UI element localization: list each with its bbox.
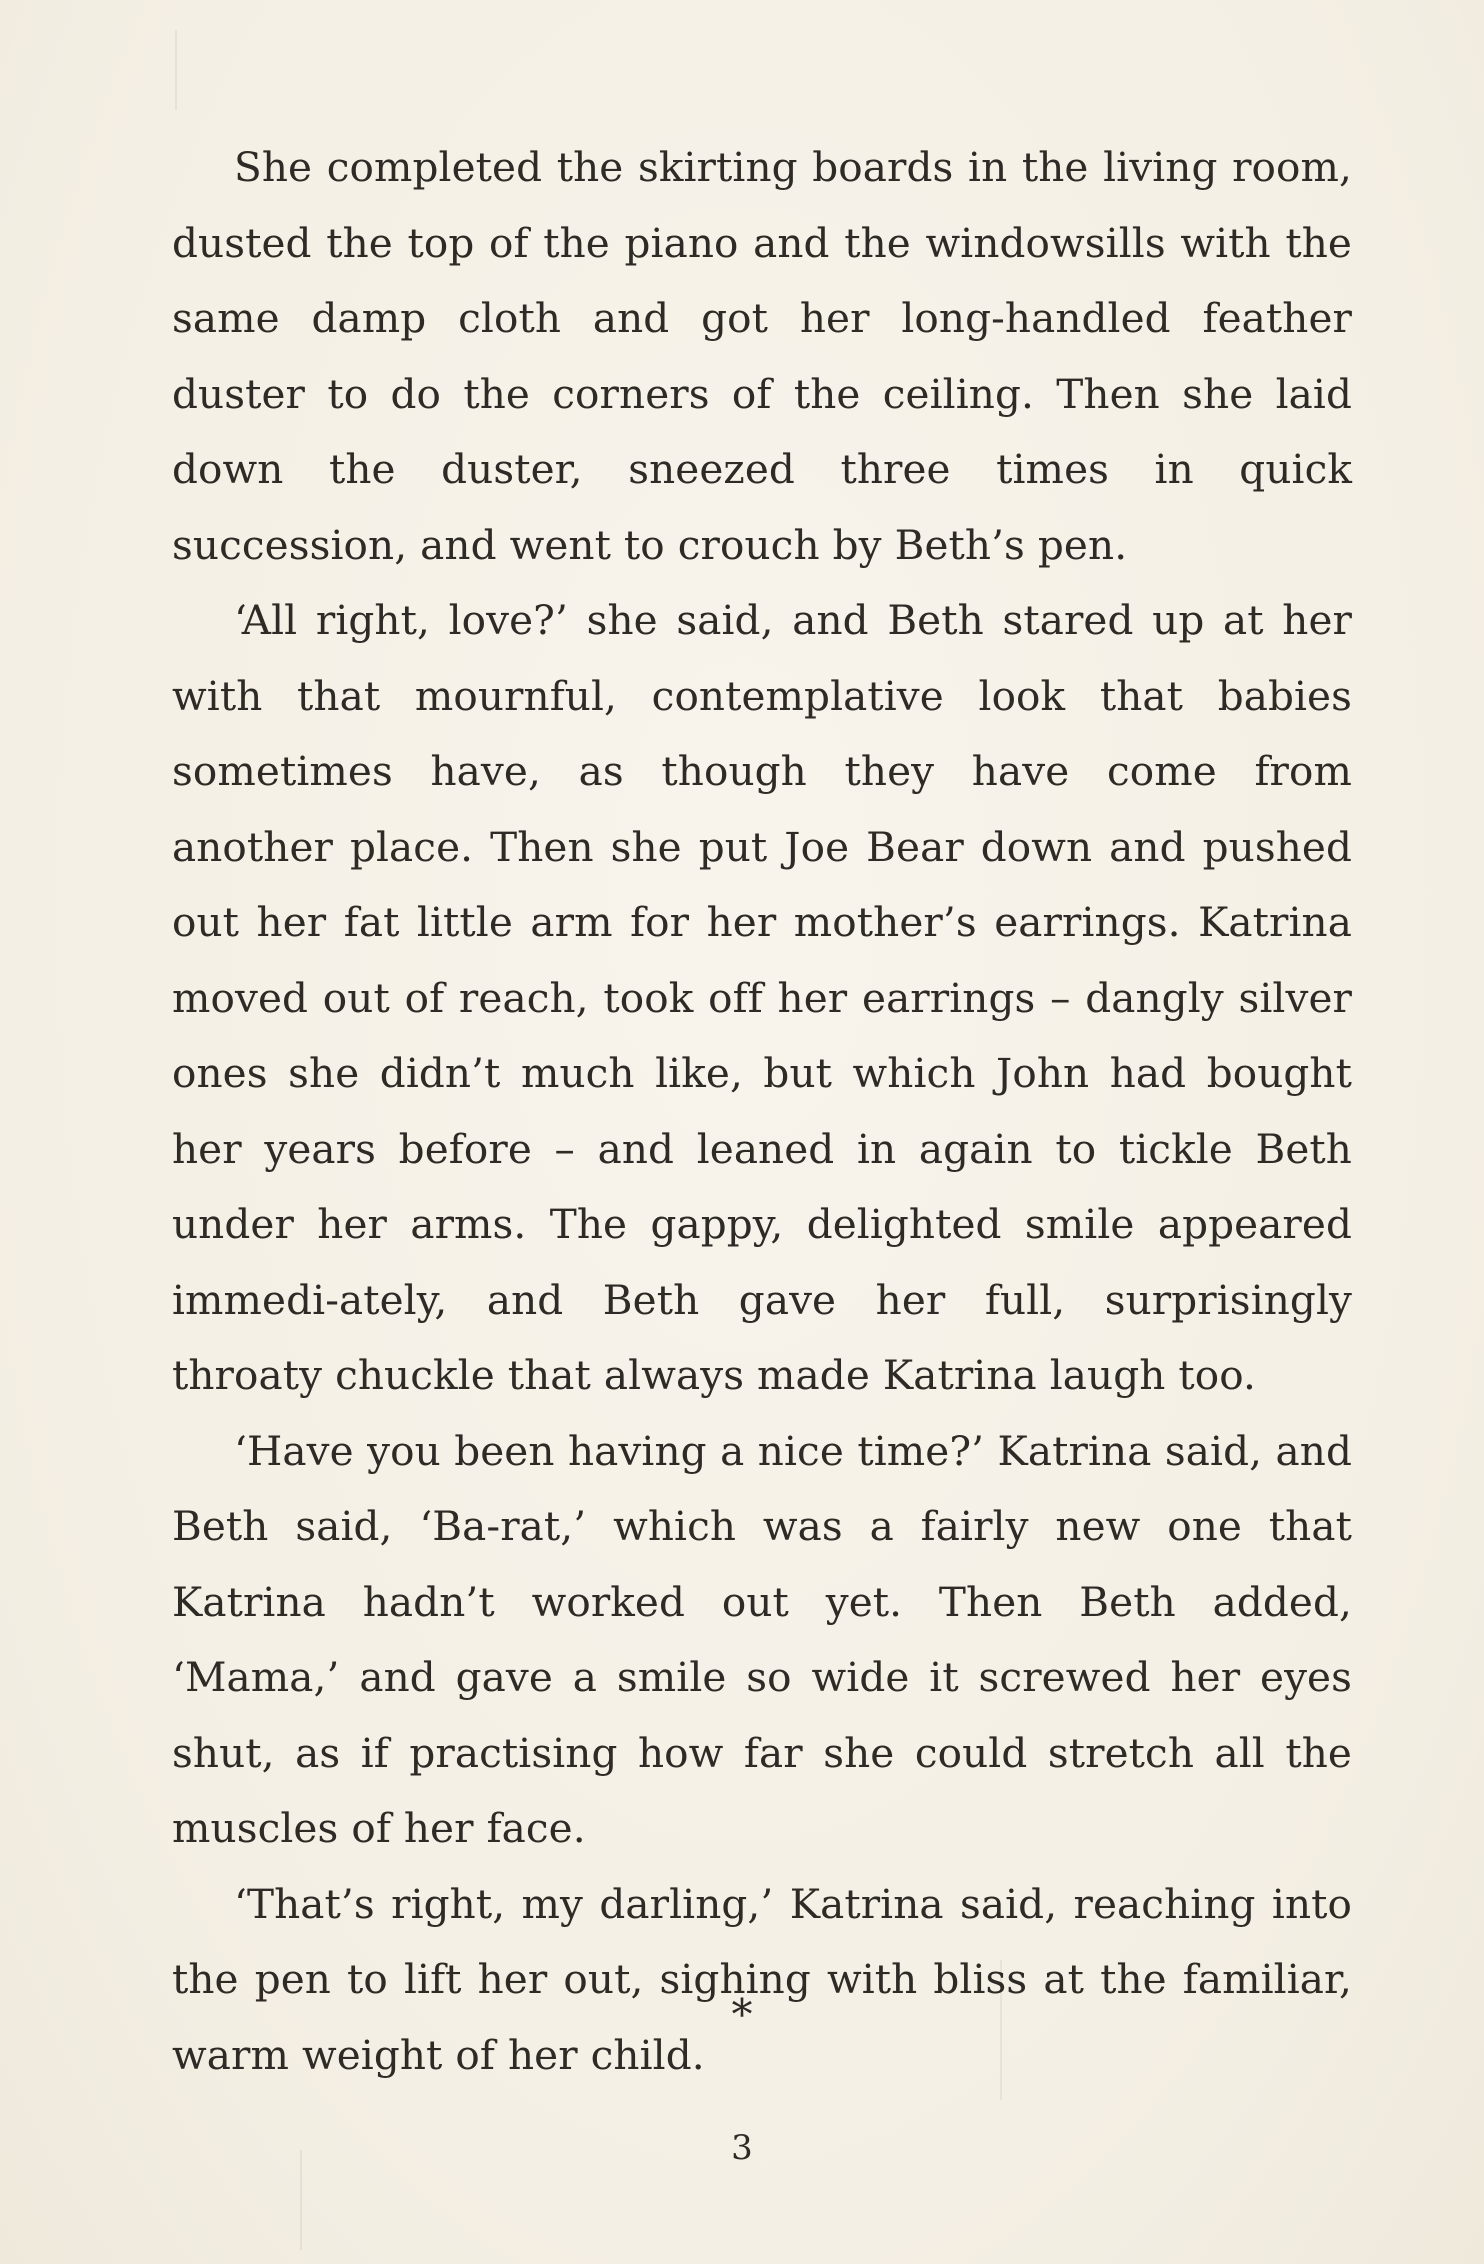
- paragraph: ‘That’s right, my darling,’ Katrina said, reaching into the pen to lift her out, sighing with bliss at the familiar, warm weight of her child.: [172, 1879, 1352, 2079]
- section-break: *: [731, 1990, 753, 2039]
- page-crease: [175, 30, 177, 110]
- body-text: [172, 130, 1352, 2093]
- paragraph: ‘All right, love?’ she said, and Beth stared up at her with that mournful, contemplative look that babies sometimes have, as though they have come from another place. Then she put Joe Bear down and pushed out her fat little arm for her mother’s earrings. Katrina moved out of reach, took off her earrings – dangly silver ones she didn’t much like, but which John had bought her years before – and leaned in again to tickle Beth under her arms. The gappy, delighted smile appeared immedi-ately, and Beth gave her full, surprisingly throaty chuckle that always made Katrina laugh too.: [172, 596, 1352, 1399]
- paragraph: ‘Have you been having a nice time?’ Katrina said, and Beth said, ‘Ba-rat,’ which was a fairly new one that Katrina hadn’t worked out yet. Then Beth added, ‘Mama,’ and gave a smile so wide it screwed her eyes shut, as if practising how far she could stretch all the muscles of her face.: [172, 1426, 1352, 1852]
- page-number: 3: [731, 2128, 753, 2168]
- paragraph: She completed the skirting boards in the living room, dusted the top of the piano and the windowsills with the same damp cloth and got her long-handled feather duster to do the corners of the ceiling. Then she laid down the duster, sneezed three times in quick succession, and went to crouch by Beth’s pen.: [172, 143, 1352, 569]
